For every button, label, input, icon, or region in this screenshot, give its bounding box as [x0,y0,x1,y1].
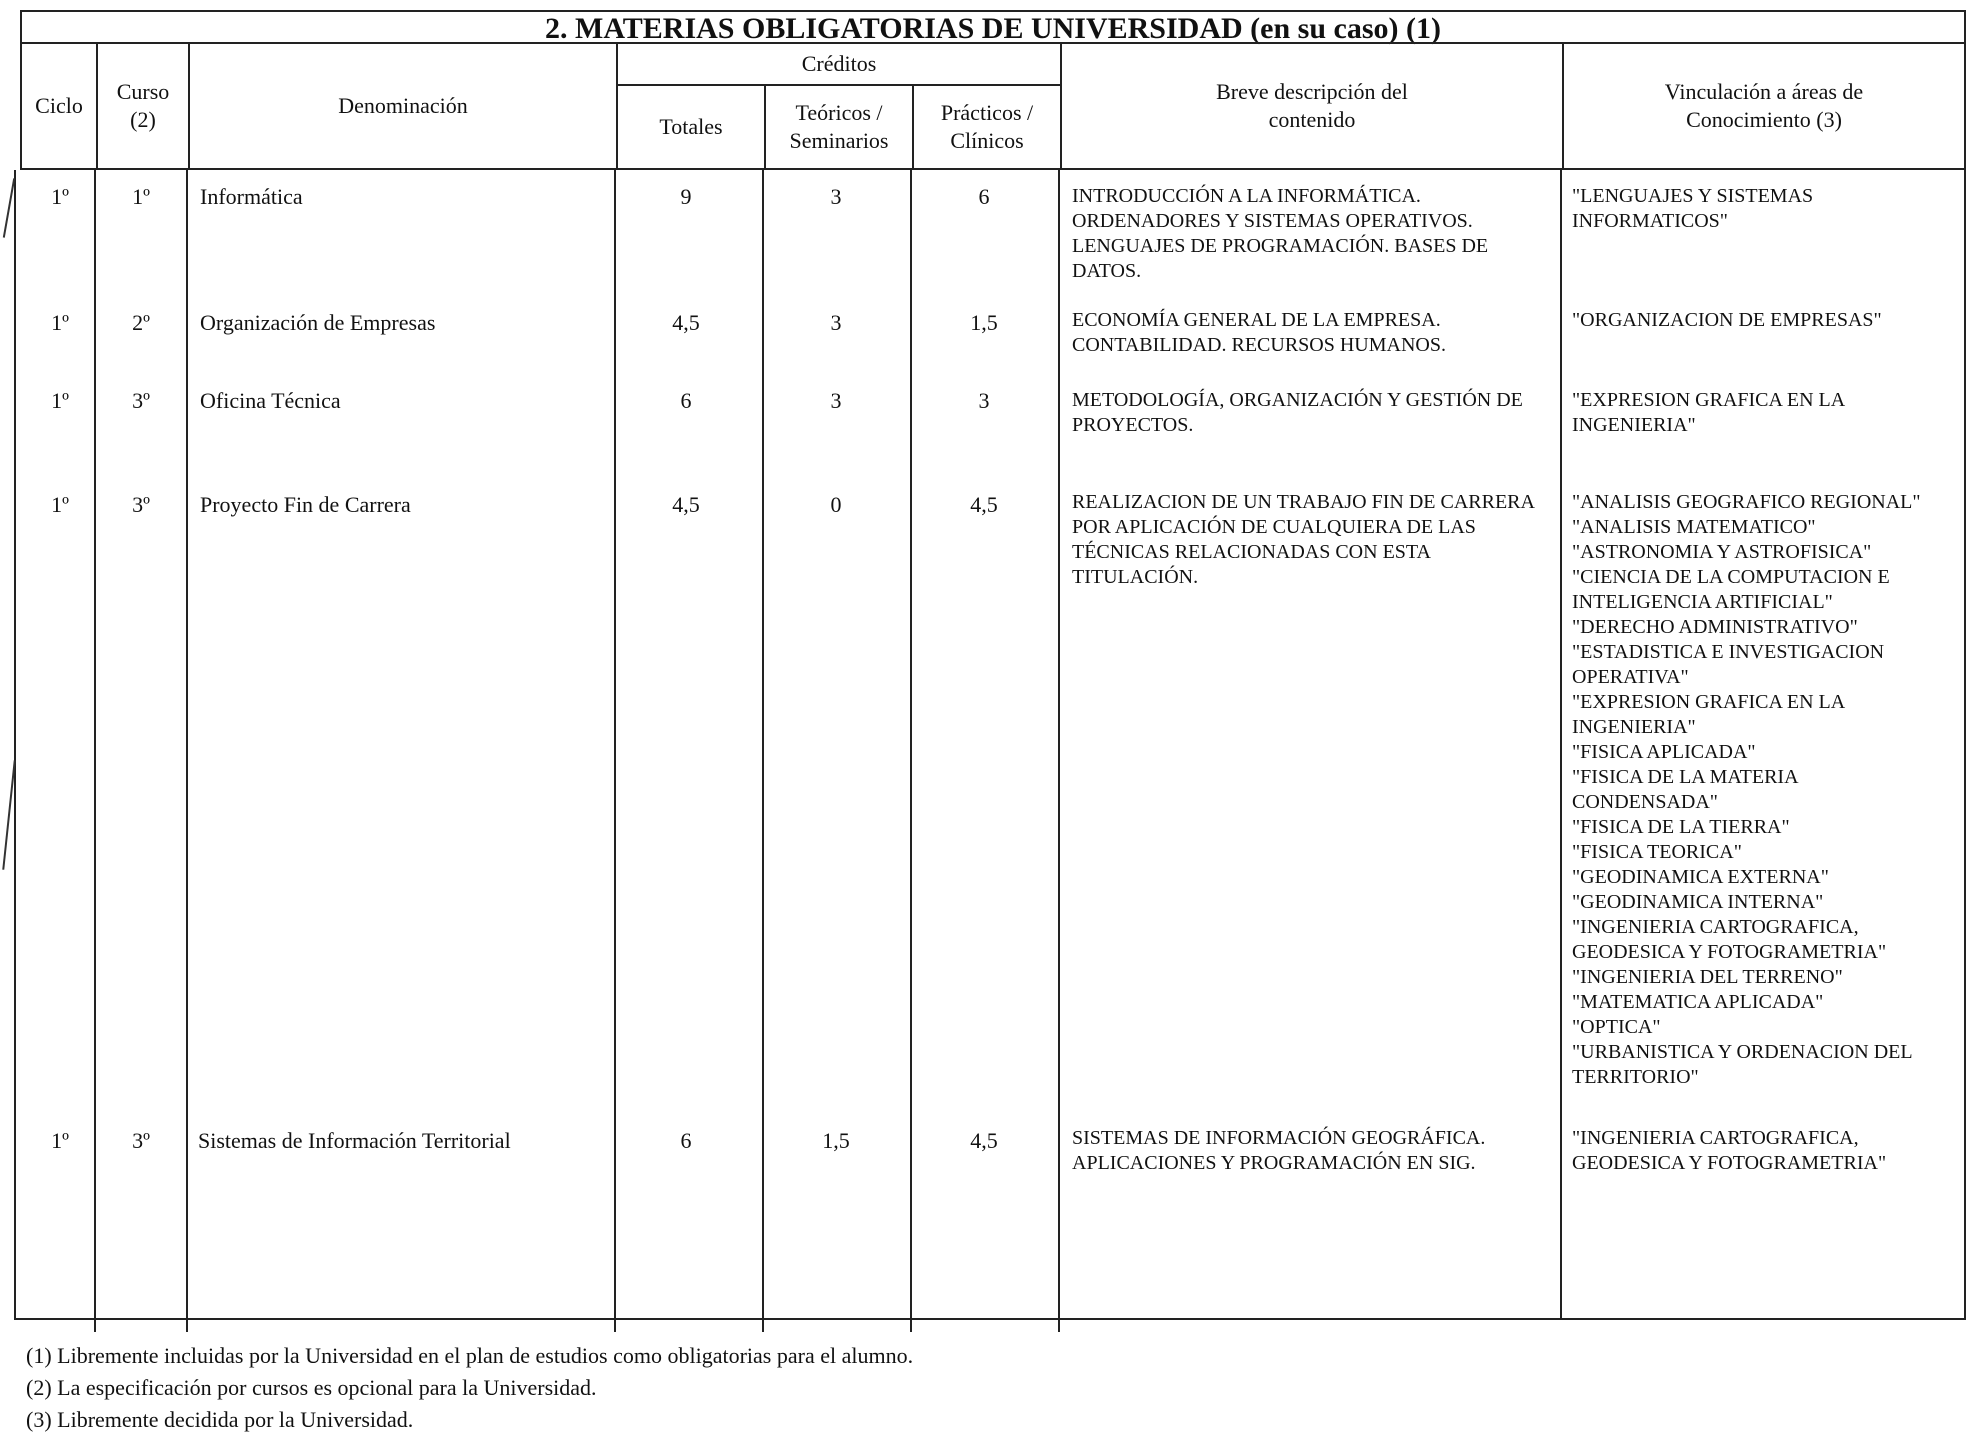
header-denominacion [190,44,616,168]
table-title: 2. MATERIAS OBLIGATORIAS DE UNIVERSIDAD (en su caso) (1) [20,10,1966,42]
row-5-area-line: GEODESICA Y FOTOGRAMETRIA" [1572,1152,1887,1174]
row-4-area-line: "FISICA APLICADA" [1572,741,1756,763]
row-4-area-line: "URBANISTICA Y ORDENACION DEL [1572,1041,1913,1063]
row-5-practicos: 4,5 [970,1128,998,1153]
header-creditos [618,44,1060,84]
row-4-area-line: "INGENIERIA DEL TERRENO" [1572,966,1843,988]
row-1-ciclo: 1º [51,184,69,209]
footnote-1: (1) Libremente incluidas por la Universidad en el plan de estudios como obligatorias para el alumno. [26,1343,914,1368]
header-descripcion-label: Breve descripción del [1216,79,1408,104]
row-5-descripcion-line: SISTEMAS DE INFORMACIÓN GEOGRÁFICA. [1072,1127,1486,1149]
row-1-totales: 9 [680,184,692,209]
row-1-descripcion-line: DATOS. [1072,260,1142,282]
header-denominacion-label: Denominación [338,93,468,118]
row-1-teoricos: 3 [830,184,842,209]
table-header [20,42,1966,170]
header-descripcion [1062,44,1562,168]
row-1-descripcion-line: LENGUAJES DE PROGRAMACIÓN. BASES DE [1072,235,1489,257]
column-divider [762,170,764,1332]
header-vinculacion [1564,44,1964,168]
column-divider [1058,170,1060,1332]
row-4-practicos: 4,5 [970,492,998,517]
row-4-area-line: INGENIERIA" [1572,716,1696,738]
row-4-area-line: "CIENCIA DE LA COMPUTACION E [1572,566,1890,588]
row-2-areas [1572,308,1952,333]
row-1-descripcion [1072,184,1558,284]
row-5-areas [1572,1126,1952,1176]
row-1-descripcion-line: ORDENADORES Y SISTEMAS OPERATIVOS. [1072,210,1473,232]
header-teoricos [766,86,912,168]
row-4-area-line: "EXPRESION GRAFICA EN LA [1572,691,1846,713]
row-3-areas [1572,388,1952,438]
row-4-area-line: "ASTRONOMIA Y ASTROFISICA" [1572,541,1872,563]
column-divider [186,170,188,1332]
row-3-descripcion-line: METODOLOGÍA, ORGANIZACIÓN Y GESTIÓN DE [1072,389,1523,411]
row-4-curso: 3º [132,492,150,517]
row-1-denominacion: Informática [200,184,303,209]
row-2-curso: 2º [132,310,150,335]
column-divider [94,170,96,1332]
header-totales-label: Totales [659,114,723,139]
header-creditos-label: Créditos [801,51,877,76]
row-4-ciclo: 1º [51,492,69,517]
row-4-area-line: "OPTICA" [1572,1016,1661,1038]
header-descripcion-label-2: contenido [1268,107,1356,132]
row-4-descripcion-line: TITULACIÓN. [1072,566,1199,588]
row-3-teoricos: 3 [830,388,842,413]
row-5-descripcion-line: APLICACIONES Y PROGRAMACIÓN EN SIG. [1072,1152,1476,1174]
header-totales [618,86,764,168]
row-1-area-line: INFORMATICOS" [1572,210,1728,232]
column-divider [1560,170,1562,1318]
row-4-descripcion-line: TÉCNICAS RELACIONADAS CON ESTA [1072,541,1431,563]
row-2-descripcion [1072,308,1558,358]
row-3-ciclo: 1º [51,388,69,413]
column-divider [910,170,912,1332]
row-3-curso: 3º [132,388,150,413]
table-body [14,170,1966,1320]
header-ciclo [22,44,96,168]
header-curso-label: Curso [116,79,170,104]
row-2-descripcion-line: ECONOMÍA GENERAL DE LA EMPRESA. [1072,309,1441,331]
row-3-denominacion: Oficina Técnica [200,388,341,413]
footnote-3: (3) Libremente decidida por la Universidad. [26,1407,414,1432]
row-1-area-line: "LENGUAJES Y SISTEMAS [1572,185,1814,207]
row-4-area-line: "ESTADISTICA E INVESTIGACION [1572,641,1885,663]
row-4-area-line: TERRITORIO" [1572,1066,1699,1088]
header-ciclo-label: Ciclo [35,93,83,118]
row-5-denominacion: Sistemas de Información Territorial [198,1128,511,1153]
row-2-denominacion: Organización de Empresas [200,310,436,335]
row-2-practicos: 1,5 [970,310,998,335]
row-4-totales: 4,5 [672,492,700,517]
header-vinculacion-label: Vinculación a áreas de [1664,79,1864,104]
row-4-areas [1572,490,1962,1090]
row-2-area-line: "ORGANIZACION DE EMPRESAS" [1572,309,1882,331]
row-4-area-line: "ANALISIS MATEMATICO" [1572,516,1816,538]
header-teoricos-label-2: Seminarios [789,128,889,153]
row-4-area-line: "FISICA TEORICA" [1572,841,1742,863]
row-4-area-line: "MATEMATICA APLICADA" [1572,991,1824,1013]
row-5-totales: 6 [680,1128,692,1153]
row-4-area-line: "FISICA DE LA TIERRA" [1572,816,1790,838]
row-4-area-line: "INGENIERIA CARTOGRAFICA, [1572,916,1859,938]
row-3-descripcion [1072,388,1558,438]
row-5-ciclo: 1º [51,1128,69,1153]
row-4-area-line: INTELIGENCIA ARTIFICIAL" [1572,591,1833,613]
row-5-descripcion [1072,1126,1558,1176]
row-4-descripcion-line: REALIZACION DE UN TRABAJO FIN DE CARRERA [1072,491,1535,513]
row-4-area-line: CONDENSADA" [1572,791,1718,813]
row-3-practicos: 3 [978,388,990,413]
header-practicos-label-2: Clínicos [950,128,1024,153]
footnote-2: (2) La especificación por cursos es opcional para la Universidad. [26,1375,597,1400]
row-3-area-line: "EXPRESION GRAFICA EN LA [1572,389,1846,411]
row-2-totales: 4,5 [672,310,700,335]
row-4-area-line: "GEODINAMICA EXTERNA" [1572,866,1829,888]
row-2-ciclo: 1º [51,310,69,335]
header-teoricos-label: Teóricos / [795,100,883,125]
row-5-curso: 3º [132,1128,150,1153]
row-4-area-line: GEODESICA Y FOTOGRAMETRIA" [1572,941,1887,963]
row-4-denominacion: Proyecto Fin de Carrera [200,492,411,517]
header-curso [98,44,188,168]
row-4-descripcion-line: POR APLICACIÓN DE CUALQUIERA DE LAS [1072,516,1476,538]
row-3-descripcion-line: PROYECTOS. [1072,414,1194,436]
header-vinculacion-label-2: Conocimiento (3) [1686,107,1842,132]
row-4-area-line: "DERECHO ADMINISTRATIVO" [1572,616,1858,638]
row-4-teoricos: 0 [830,492,842,517]
row-4-area-line: OPERATIVA" [1572,666,1689,688]
row-1-areas [1572,184,1952,234]
header-practicos-label: Prácticos / [940,100,1034,125]
column-divider [614,170,616,1332]
row-5-teoricos: 1,5 [822,1128,850,1153]
header-curso-note: (2) [130,107,156,132]
row-2-descripcion-line: CONTABILIDAD. RECURSOS HUMANOS. [1072,334,1446,356]
row-1-descripcion-line: INTRODUCCIÓN A LA INFORMÁTICA. [1072,185,1421,207]
row-2-teoricos: 3 [830,310,842,335]
row-5-area-line: "INGENIERIA CARTOGRAFICA, [1572,1127,1859,1149]
row-1-practicos: 6 [978,184,990,209]
row-4-area-line: "ANALISIS GEOGRAFICO REGIONAL" [1572,491,1921,513]
row-4-area-line: "FISICA DE LA MATERIA [1572,766,1799,788]
row-4-area-line: "GEODINAMICA INTERNA" [1572,891,1824,913]
row-1-curso: 1º [132,184,150,209]
row-4-descripcion [1072,490,1558,590]
row-3-totales: 6 [680,388,692,413]
row-3-area-line: INGENIERIA" [1572,414,1696,436]
footnotes [26,1340,913,1436]
header-practicos [914,86,1060,168]
